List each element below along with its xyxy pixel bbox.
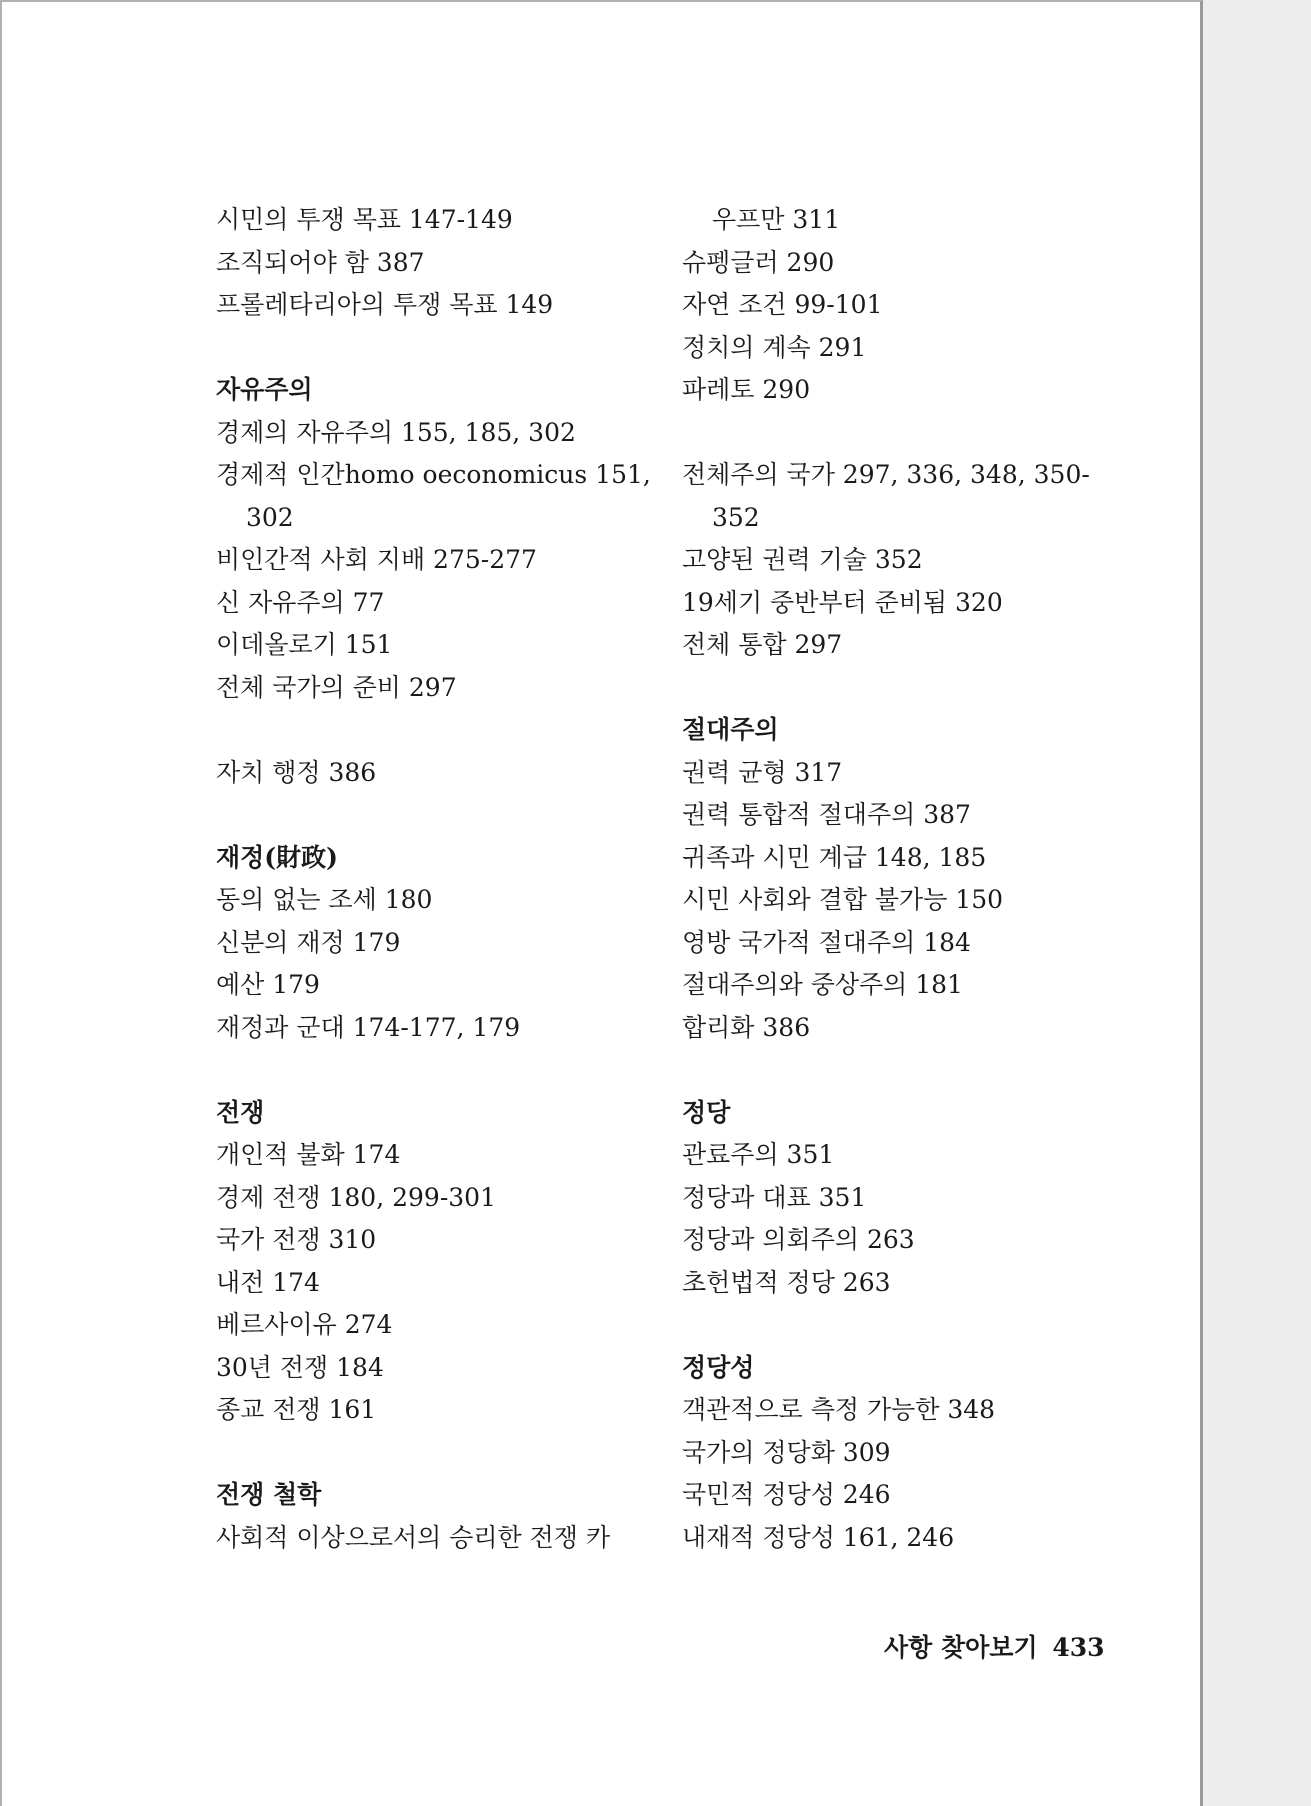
index-entry: 자연 조건 99-101 (682, 290, 883, 319)
index-entry: 전체 통합 297 (682, 630, 843, 659)
index-heading: 전쟁 (216, 1097, 265, 1127)
index-entry: 경제의 자유주의 155, 185, 302 (216, 417, 576, 447)
index-entry: 초헌법적 정당 263 (682, 1267, 891, 1297)
index-heading: 절대주의 (682, 715, 779, 744)
index-entry: 영방 국가적 절대주의 184 (682, 927, 971, 957)
spacer (216, 1432, 676, 1475)
index-entry: 신분의 재정 179 (216, 927, 401, 957)
index-entry: 동의 없는 조세 180 (216, 885, 433, 914)
index-entry: 정당과 대표 351 (682, 1182, 867, 1212)
index-entry: 프롤레타리아의 투쟁 목표 149 (216, 290, 554, 319)
index-entry: 종교 전쟁 161 (216, 1395, 377, 1424)
index-entry: 내재적 정당성 161, 246 (682, 1522, 955, 1552)
index-entry: 자치 행정 386 (216, 757, 377, 787)
index-entry: 비인간적 사회 지배 275-277 (216, 545, 537, 574)
index-entry: 절대주의와 중상주의 181 (682, 970, 963, 999)
index-entry: 개인적 불화 174 (216, 1140, 401, 1169)
index-heading: 재정(財政) (216, 842, 338, 872)
page-footer (878, 1628, 1105, 1668)
index-entry: 전체주의 국가 297, 336, 348, 350- (682, 460, 1090, 489)
spacer (216, 794, 676, 837)
page-number: 433 (1052, 1633, 1105, 1662)
index-heading: 자유주의 (216, 375, 313, 404)
index-heading: 전쟁 철학 (216, 1480, 322, 1509)
index-entry: 시민의 투쟁 목표 147-149 (216, 205, 513, 234)
spacer (682, 412, 1152, 455)
index-column-right (682, 199, 1152, 1559)
index-entry: 귀족과 시민 계급 148, 185 (682, 842, 987, 872)
index-entry: 재정과 군대 174-177, 179 (216, 1012, 521, 1042)
spacer (682, 667, 1152, 710)
index-entry: 정치의 계속 291 (682, 332, 867, 362)
index-heading: 정당 (682, 1097, 731, 1127)
index-entry: 시민 사회와 결합 불가능 150 (682, 885, 1004, 914)
index-entry: 국가 전쟁 310 (216, 1225, 377, 1254)
index-entry: 베르사이유 274 (216, 1310, 393, 1339)
index-entry: 경제적 인간homo oeconomicus 151, (216, 460, 651, 489)
index-entry: 슈펭글러 290 (682, 247, 835, 277)
index-entry: 30년 전쟁 184 (216, 1352, 384, 1382)
spacer (682, 1049, 1152, 1092)
index-entry: 이데올로기 151 (216, 630, 393, 659)
index-entry: 권력 통합적 절대주의 387 (682, 800, 971, 829)
index-heading: 정당성 (682, 1352, 755, 1382)
index-entry: 경제 전쟁 180, 299-301 (216, 1182, 496, 1212)
index-entry: 권력 균형 317 (682, 757, 843, 787)
footer-section-label: 사항 찾아보기 (884, 1633, 1038, 1662)
index-entry: 예산 179 (216, 970, 320, 999)
index-continuation: 302 (246, 502, 294, 532)
index-entry: 합리화 386 (682, 1012, 811, 1042)
index-continuation: 우프만 311 (712, 205, 841, 234)
index-column-left (216, 199, 676, 1559)
index-entry: 19세기 중반부터 준비됨 320 (682, 587, 1003, 617)
index-entry: 국가의 정당화 309 (682, 1437, 891, 1467)
spacer (216, 327, 676, 370)
index-continuation: 352 (712, 502, 760, 532)
spacer (216, 1049, 676, 1092)
index-entry: 고양된 권력 기술 352 (682, 545, 923, 574)
index-entry: 파레토 290 (682, 375, 811, 404)
index-entry: 전체 국가의 준비 297 (216, 672, 457, 702)
spacer (216, 709, 676, 752)
index-entry: 내전 174 (216, 1267, 320, 1297)
index-entry: 사회적 이상으로서의 승리한 전쟁 카 (216, 1522, 611, 1552)
index-entry: 정당과 의회주의 263 (682, 1225, 915, 1254)
index-entry: 객관적으로 측정 가능한 348 (682, 1395, 996, 1424)
index-entry: 조직되어야 함 387 (216, 247, 425, 277)
index-entry: 신 자유주의 77 (216, 587, 385, 617)
index-entry: 국민적 정당성 246 (682, 1480, 891, 1509)
spacer (682, 1304, 1152, 1347)
index-entry: 관료주의 351 (682, 1140, 835, 1169)
